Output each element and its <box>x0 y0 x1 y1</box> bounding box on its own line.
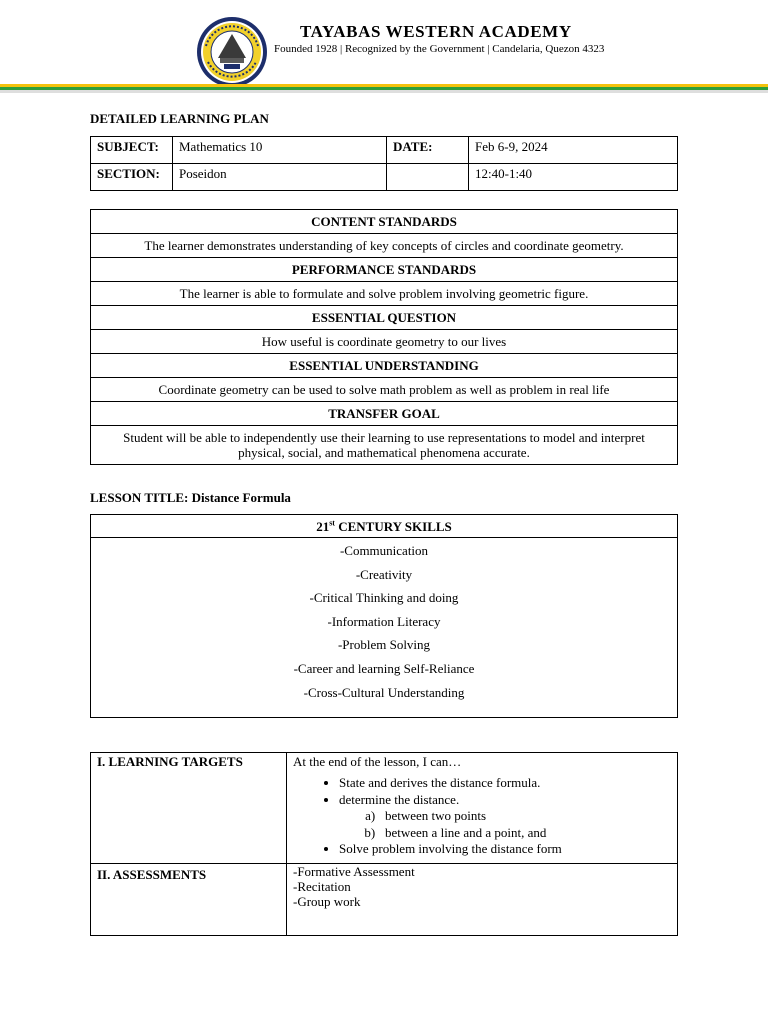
date-value: Feb 6-9, 2024 <box>469 137 678 164</box>
assessment-item: -Formative Assessment <box>293 864 415 879</box>
target-subitem: a. between two points <box>385 808 671 825</box>
subject-value: Mathematics 10 <box>173 137 387 164</box>
performance-standards-heading: PERFORMANCE STANDARDS <box>91 258 678 282</box>
essential-understanding-text: Coordinate geometry can be used to solve math problem as well as problem in real life <box>91 378 678 402</box>
school-subtitle: Founded 1928 | Recognized by the Government | Candelaria, Quezon 4323 <box>274 43 605 55</box>
lesson-title-value: Distance Formula <box>191 490 291 505</box>
learning-targets-label: I. LEARNING TARGETS <box>91 753 287 864</box>
skill-item: -Critical Thinking and doing <box>309 590 459 606</box>
skill-item: -Problem Solving <box>337 637 431 653</box>
subject-label: SUBJECT: <box>91 137 173 164</box>
assessments-row <box>91 864 678 936</box>
content-standards-text: The learner demonstrates understanding of key concepts of circles and coordinate geometry. <box>91 234 678 258</box>
skills-heading <box>91 515 678 538</box>
target-sublist <box>339 808 671 841</box>
skill-item: -Cross-Cultural Understanding <box>303 684 465 700</box>
essential-question-text: How useful is coordinate geometry to our lives <box>91 330 678 354</box>
skills-table <box>90 514 678 718</box>
skill-item: -Creativity <box>355 566 413 582</box>
info-table <box>90 136 678 191</box>
skills-heading-text: CENTURY SKILLS <box>334 519 452 534</box>
header-stripe-gray <box>0 90 768 93</box>
transfer-goal-heading: TRANSFER GOAL <box>91 402 678 426</box>
learning-targets-intro: At the end of the lesson, I can… <box>293 754 462 769</box>
info-row-section <box>91 164 678 191</box>
targets-table <box>90 752 678 936</box>
assessments-content <box>287 864 678 936</box>
school-name: TAYABAS WESTERN ACADEMY <box>300 22 572 41</box>
learning-targets-list <box>293 775 671 858</box>
target-subitem: b. between a line and a point, and <box>385 825 671 842</box>
skills-heading-number: 21 <box>316 519 330 534</box>
essential-understanding-heading: ESSENTIAL UNDERSTANDING <box>91 354 678 378</box>
essential-question-heading: ESSENTIAL QUESTION <box>91 306 678 330</box>
document-title: DETAILED LEARNING PLAN <box>90 111 269 126</box>
skill-item: -Information Literacy <box>327 613 441 629</box>
target-item <box>339 792 671 842</box>
skills-list <box>91 538 678 718</box>
assessment-item: -Group work <box>293 894 361 909</box>
skills-heading-suffix: st <box>329 518 335 528</box>
section-label: SECTION: <box>91 164 173 191</box>
assessments-label: II. ASSESSMENTS <box>91 864 287 936</box>
transfer-goal-text: Student will be able to independently use their learning to use representations to model and interpret physical, social, and mathematical phenomena accurate. <box>91 426 678 465</box>
school-seal-icon <box>196 16 268 88</box>
info-row-subject <box>91 137 678 164</box>
learning-targets-row <box>91 753 678 864</box>
skill-item: -Communication <box>339 543 429 558</box>
empty-cell <box>387 164 469 191</box>
letterhead <box>0 0 768 100</box>
content-standards-heading: CONTENT STANDARDS <box>91 210 678 234</box>
lesson-title <box>90 490 291 506</box>
target-item-text: determine the distance. <box>339 791 460 807</box>
standards-table <box>90 209 678 465</box>
date-label: DATE: <box>387 137 469 164</box>
section-value: Poseidon <box>173 164 387 191</box>
lesson-title-label: LESSON TITLE: <box>90 490 189 505</box>
assessment-item: -Recitation <box>293 879 351 894</box>
performance-standards-text: The learner is able to formulate and solve problem involving geometric figure. <box>91 282 678 306</box>
skill-item: -Career and learning Self-Reliance <box>293 660 475 676</box>
target-item: • Solve problem involving the distance form <box>339 841 671 858</box>
target-item: • State and derives the distance formula. <box>339 775 671 792</box>
learning-targets-content <box>287 753 678 864</box>
time-value: 12:40-1:40 <box>469 164 678 191</box>
